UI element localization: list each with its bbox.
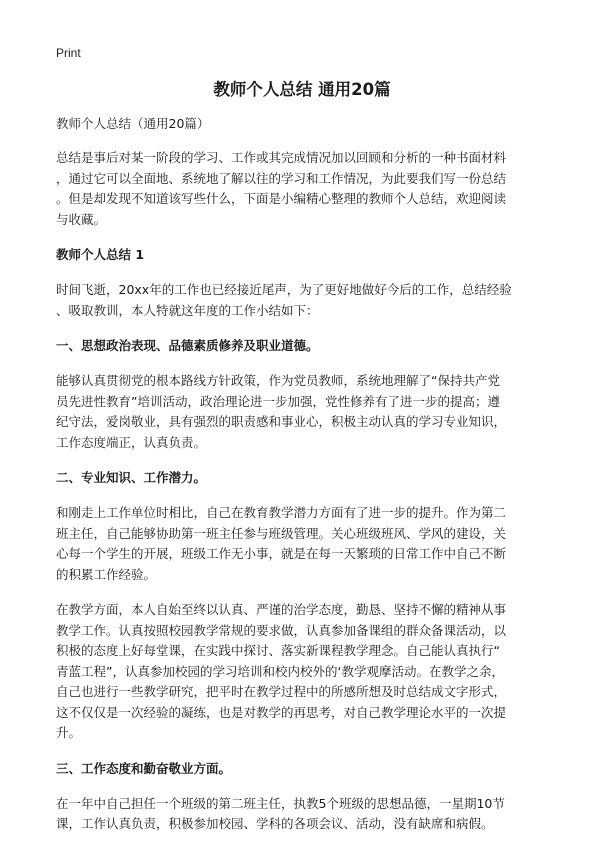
paragraph-attitude [56,794,548,835]
text-line: 教学工作。认真按照校园教学常规的要求做，认真参加备课组的群众备课活动，以 [56,622,507,638]
document-subtitle: 教师个人总结（通用20篇） [56,116,210,131]
heading-professional: 二、专业知识、工作潜力。 [56,470,207,485]
text-line: 心每一个学生的开展，班级工作无小事，就是在每一天繁琐的日常工作中自己不断 [56,546,507,561]
intro-paragraph [56,148,548,230]
text-line: 、吸取教训，本人特就这年度的工作小结如下： [56,302,319,318]
paragraph-professional [56,503,548,585]
paragraph-political [56,371,548,453]
text-line: 员先进性教育”培训活动，政治理论进一步加强，党性修养有了进一步的提高；遵 [56,393,500,409]
section-title: 教师个人总结 1 [56,247,145,262]
text-line: 课，工作认真负责，积极参加校园、学科的各项会议、活动，没有缺席和病假。 [56,816,494,831]
text-line: 与收藏。 [56,211,107,227]
text-line: 能够认真贯彻党的根本路线方针政策，作为党员教师，系统地理解了“保持共产党 [56,373,500,388]
text-line: 总结是事后对某一阶段的学习、工作或其完成情况加以回顾和分析的一种书面材料 [56,150,507,165]
section-intro-paragraph [56,280,548,321]
paragraph-teaching [56,600,548,744]
text-line: 。但是却发现不知道该写些什么，下面是小编精心整理的教师个人总结，欢迎阅读 [56,191,507,206]
text-line: ，通过它可以全面地、系统地了解以往的学习和工作情况，为此要我们写一份总结 [56,170,507,186]
text-line: 这不仅仅是一次经验的凝练，也是对教学的再思考，对自己教学理论水平的一次提 [56,704,507,720]
text-line: 积极的态度上好每堂课，在实践中探讨、落实新课程教学理念。自己能认真执行“ [56,643,500,658]
document-body [56,78,548,850]
text-line: 升。 [56,725,82,740]
document-title: 教师个人总结 通用20篇 [213,80,391,99]
heading-attitude: 三、工作态度和勤奋敬业方面。 [56,760,232,776]
text-line: 班主任，自己能够协助第一班主任参与班级管理。关心班级班风、学风的建设，关 [56,525,507,541]
text-line: 工作态度端正，认真负责。 [56,434,207,450]
text-line: 青蓝工程”，认真参加校园的学习培训和校内校外的‘教学观摩活动。在教学之余， [56,663,504,679]
print-link[interactable]: Print [56,46,81,60]
text-line: 纪守法，爱岗敬业，具有强烈的职责感和事业心，积极主动认真的学习专业知识， [56,414,507,429]
text-line: 和刚走上工作单位时相比，自己在教育教学潜力方面有了进一步的提升。作为第二 [56,505,507,520]
text-line: 在教学方面，本人自始至终以认真、严谨的治学态度，勤恳、坚持不懈的精神从事 [56,602,507,617]
heading-political: 一、思想政治表现、品德素质修养及职业道德。 [56,338,319,353]
text-line: 自己也进行一些教学研究，把平时在教学过程中的所感所想及时总结成文字形式， [56,684,507,699]
text-line: 在一年中自己担任一个班级的第二班主任，执教5个班级的思想品德，一星期10节 [56,795,505,811]
text-line: 时间飞逝，20xx年的工作也已经接近尾声，为了更好地做好今后的工作，总结经验 [56,282,512,297]
text-line: 的积累工作经验。 [56,566,157,582]
